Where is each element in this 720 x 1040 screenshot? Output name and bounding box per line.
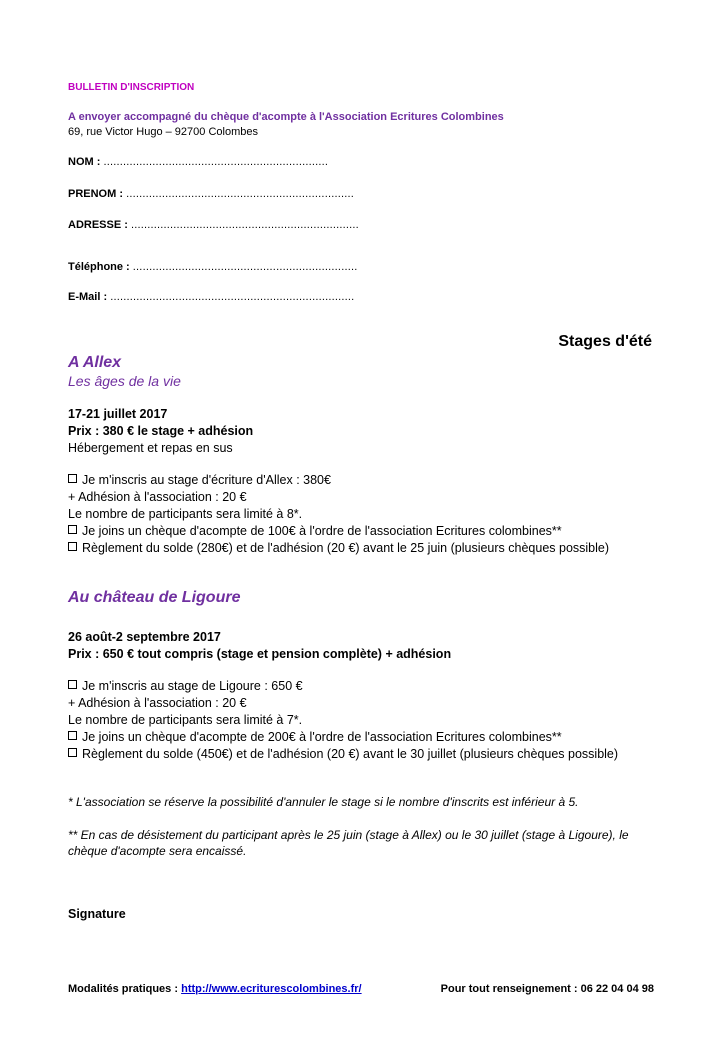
modalites-label: Modalités pratiques : bbox=[68, 983, 179, 995]
email-label: E-Mail : bbox=[68, 291, 108, 303]
checkbox-icon[interactable] bbox=[68, 748, 77, 757]
association-address: 69, rue Victor Hugo – 92700 Colombes bbox=[68, 126, 258, 138]
ligoure-option-deposit-label: Je joins un chèque d'acompte de 200€ à l'ordre de l'association Ecritures colombines** bbox=[82, 730, 562, 744]
prenom-label: PRENOM : bbox=[68, 188, 123, 200]
ligoure-venue: Au château de Ligoure bbox=[68, 589, 241, 606]
allex-subtitle: Les âges de la vie bbox=[68, 373, 181, 389]
footer-contact: Pour tout renseignement : 06 22 04 04 98 bbox=[440, 983, 654, 995]
telephone-label: Téléphone : bbox=[68, 261, 130, 273]
telephone-blank: ..................................................................... bbox=[132, 261, 358, 273]
adresse-blank: ...................................................................... bbox=[130, 219, 359, 231]
stages-title: Stages d'été bbox=[558, 333, 652, 350]
checkbox-icon[interactable] bbox=[68, 525, 77, 534]
footnote-cancellation: * L'association se réserve la possibilité d'annuler le stage si le nombre d'inscrits est inférieur à 5. bbox=[68, 795, 579, 809]
ligoure-limit: Le nombre de participants sera limité à 7*. bbox=[68, 713, 303, 727]
allex-limit: Le nombre de participants sera limité à 8*. bbox=[68, 507, 303, 521]
adresse-field[interactable] bbox=[68, 219, 359, 231]
telephone-field[interactable] bbox=[68, 261, 357, 273]
allex-dates: 17-21 juillet 2017 bbox=[68, 407, 168, 421]
nom-blank: ..................................................................... bbox=[103, 156, 329, 168]
checkbox-icon[interactable] bbox=[68, 680, 77, 689]
prenom-blank: ...................................................................... bbox=[126, 188, 354, 200]
form-title: BULLETIN D'INSCRIPTION bbox=[68, 82, 195, 93]
allex-option-register[interactable] bbox=[68, 472, 331, 489]
signature-label: Signature bbox=[68, 907, 126, 921]
ligoure-price: Prix : 650 € tout compris (stage et pension complète) + adhésion bbox=[68, 647, 452, 661]
ligoure-dates: 26 août-2 septembre 2017 bbox=[68, 630, 221, 644]
ligoure-option-register-label: Je m'inscris au stage de Ligoure : 650 € bbox=[82, 679, 303, 693]
checkbox-icon[interactable] bbox=[68, 542, 77, 551]
website-link[interactable]: http://www.ecriturescolombines.fr/ bbox=[181, 983, 362, 995]
allex-option-balance-label: Règlement du solde (280€) et de l'adhésion (20 €) avant le 25 juin (plusieurs chèques possible) bbox=[82, 541, 610, 555]
ligoure-option-register[interactable] bbox=[68, 678, 303, 695]
send-instructions: A envoyer accompagné du chèque d'acompte à l'Association Ecritures Colombines bbox=[68, 111, 504, 123]
checkbox-icon[interactable] bbox=[68, 474, 77, 483]
ligoure-membership: + Adhésion à l'association : 20 € bbox=[68, 696, 247, 710]
email-field[interactable] bbox=[68, 291, 354, 303]
footnote-withdrawal: ** En cas de désistement du participant après le 25 juin (stage à Allex) ou le 30 juillet (stage à Ligoure), le chèque d'acompte sera encaissé. bbox=[68, 828, 629, 858]
allex-price: Prix : 380 € le stage + adhésion bbox=[68, 424, 254, 438]
footer-modalites bbox=[68, 983, 362, 995]
ligoure-option-balance[interactable] bbox=[68, 746, 652, 763]
ligoure-option-deposit[interactable] bbox=[68, 729, 562, 746]
allex-option-deposit-label: Je joins un chèque d'acompte de 100€ à l'ordre de l'association Ecritures colombines** bbox=[82, 524, 562, 538]
nom-field[interactable] bbox=[68, 156, 328, 168]
allex-lodging: Hébergement et repas en sus bbox=[68, 441, 233, 455]
allex-venue: A Allex bbox=[68, 354, 122, 371]
ligoure-option-balance-label: Règlement du solde (450€) et de l'adhésion (20 €) avant le 30 juillet (plusieurs chèques possible) bbox=[82, 747, 619, 761]
allex-option-deposit[interactable] bbox=[68, 523, 562, 540]
email-blank: ........................................................................... bbox=[110, 291, 355, 303]
allex-membership: + Adhésion à l'association : 20 € bbox=[68, 490, 247, 504]
adresse-label: ADRESSE : bbox=[68, 219, 128, 231]
allex-option-register-label: Je m'inscris au stage d'écriture d'Allex : 380€ bbox=[82, 473, 331, 487]
checkbox-icon[interactable] bbox=[68, 731, 77, 740]
prenom-field[interactable] bbox=[68, 188, 354, 200]
nom-label: NOM : bbox=[68, 156, 101, 168]
allex-option-balance[interactable] bbox=[68, 540, 652, 557]
